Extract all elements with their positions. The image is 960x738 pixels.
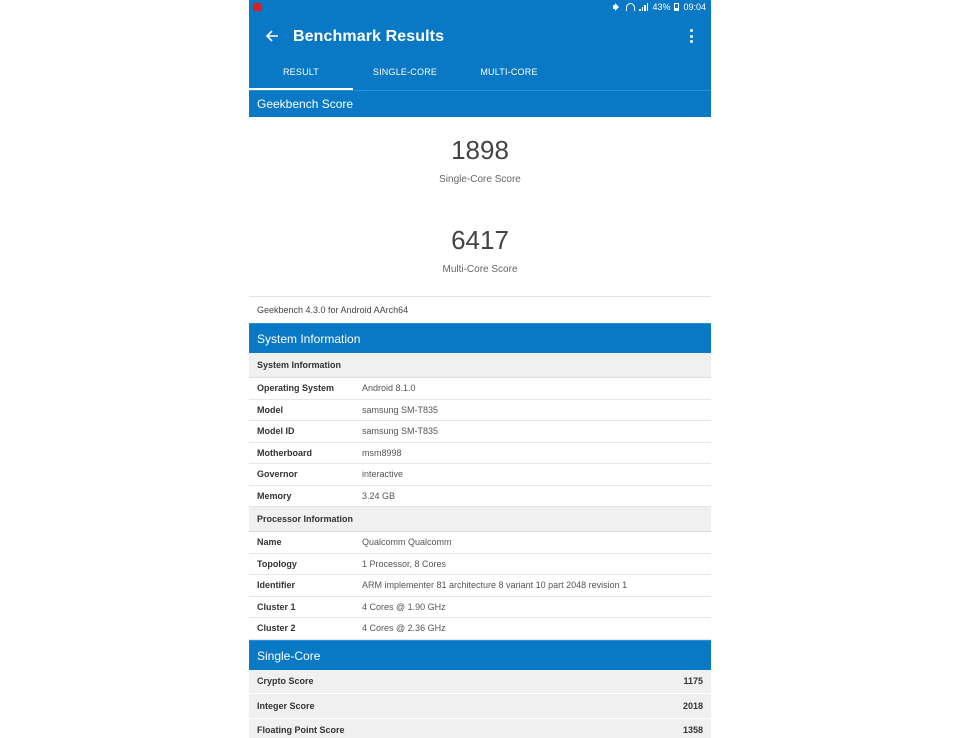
info-key: Model ID [257, 426, 295, 437]
app-bar [249, 15, 711, 59]
single-core-header: Single-Core [249, 640, 711, 670]
info-value: msm8998 [362, 447, 402, 458]
score-panel [249, 117, 711, 297]
tab-single-core[interactable]: SINGLE-CORE [372, 67, 438, 77]
info-value: 4 Cores @ 1.90 GHz [362, 601, 446, 612]
info-value: interactive [362, 469, 404, 480]
info-value: samsung SM-T835 [362, 426, 439, 437]
info-key: Identifier [257, 580, 296, 591]
status-bar [249, 0, 711, 15]
multi-core-score: 6417 [451, 225, 509, 255]
system-information-header: System Information [249, 323, 711, 353]
battery-percent: 43% [652, 2, 671, 12]
single-core-score: 1898 [451, 135, 509, 165]
info-key: Memory [257, 490, 292, 501]
info-row [249, 486, 711, 508]
info-value: Qualcomm Qualcomm [362, 537, 452, 548]
mute-icon [613, 3, 622, 11]
signal-icon [639, 3, 648, 11]
app-screen [249, 0, 711, 738]
battery-icon [674, 3, 679, 11]
multi-core-score-label: Multi-Core Score [442, 264, 518, 275]
info-key: Cluster 1 [257, 601, 296, 612]
info-row [249, 554, 711, 576]
wifi-icon [626, 3, 635, 11]
info-row [249, 400, 711, 422]
single-core-score-label: Single-Core Score [439, 174, 521, 185]
score-key: Crypto Score [257, 676, 314, 687]
tab-result[interactable]: RESULT [249, 59, 353, 90]
info-value: Android 8.1.0 [362, 383, 416, 394]
info-value: 4 Cores @ 2.36 GHz [362, 623, 446, 634]
info-row [249, 464, 711, 486]
info-value: samsung SM-T835 [362, 404, 439, 415]
info-key: Motherboard [257, 447, 312, 458]
score-row [249, 670, 711, 695]
status-icons [613, 2, 706, 12]
info-key: Name [257, 537, 282, 548]
score-value: 1358 [682, 725, 703, 736]
system-info-subheader: System Information [249, 353, 711, 378]
info-row [249, 532, 711, 554]
overflow-menu-icon[interactable] [690, 29, 693, 43]
page-title: Benchmark Results [293, 28, 445, 45]
info-key: Governor [257, 469, 298, 480]
geekbench-score-header: Geekbench Score [249, 90, 711, 117]
processor-info-subheader: Processor Information [249, 507, 711, 532]
notification-icon [253, 3, 261, 11]
info-key: Topology [257, 558, 297, 569]
score-row [249, 694, 711, 719]
tab-multi-core[interactable]: MULTI-CORE [480, 67, 538, 77]
score-key: Floating Point Score [257, 725, 345, 736]
info-key: Operating System [257, 383, 335, 394]
info-row [249, 421, 711, 443]
clock: 09:04 [683, 2, 706, 12]
info-row [249, 618, 711, 640]
info-row [249, 575, 711, 597]
score-value: 2018 [682, 700, 703, 711]
info-value: 1 Processor, 8 Cores [362, 558, 447, 569]
info-value: 3.24 GB [362, 490, 396, 501]
score-row [249, 719, 711, 738]
score-value: 1175 [683, 676, 703, 687]
tab-bar [249, 59, 711, 90]
info-value: ARM implementer 81 architecture 8 variant 10 part 2048 revision 1 [362, 580, 628, 591]
score-key: Integer Score [257, 700, 315, 711]
back-arrow-icon[interactable] [265, 29, 279, 43]
info-row [249, 443, 711, 465]
info-key: Model [257, 404, 283, 415]
info-row [249, 597, 711, 619]
info-key: Cluster 2 [257, 623, 296, 634]
info-row [249, 378, 711, 400]
version-info: Geekbench 4.3.0 for Android AArch64 [257, 305, 409, 315]
